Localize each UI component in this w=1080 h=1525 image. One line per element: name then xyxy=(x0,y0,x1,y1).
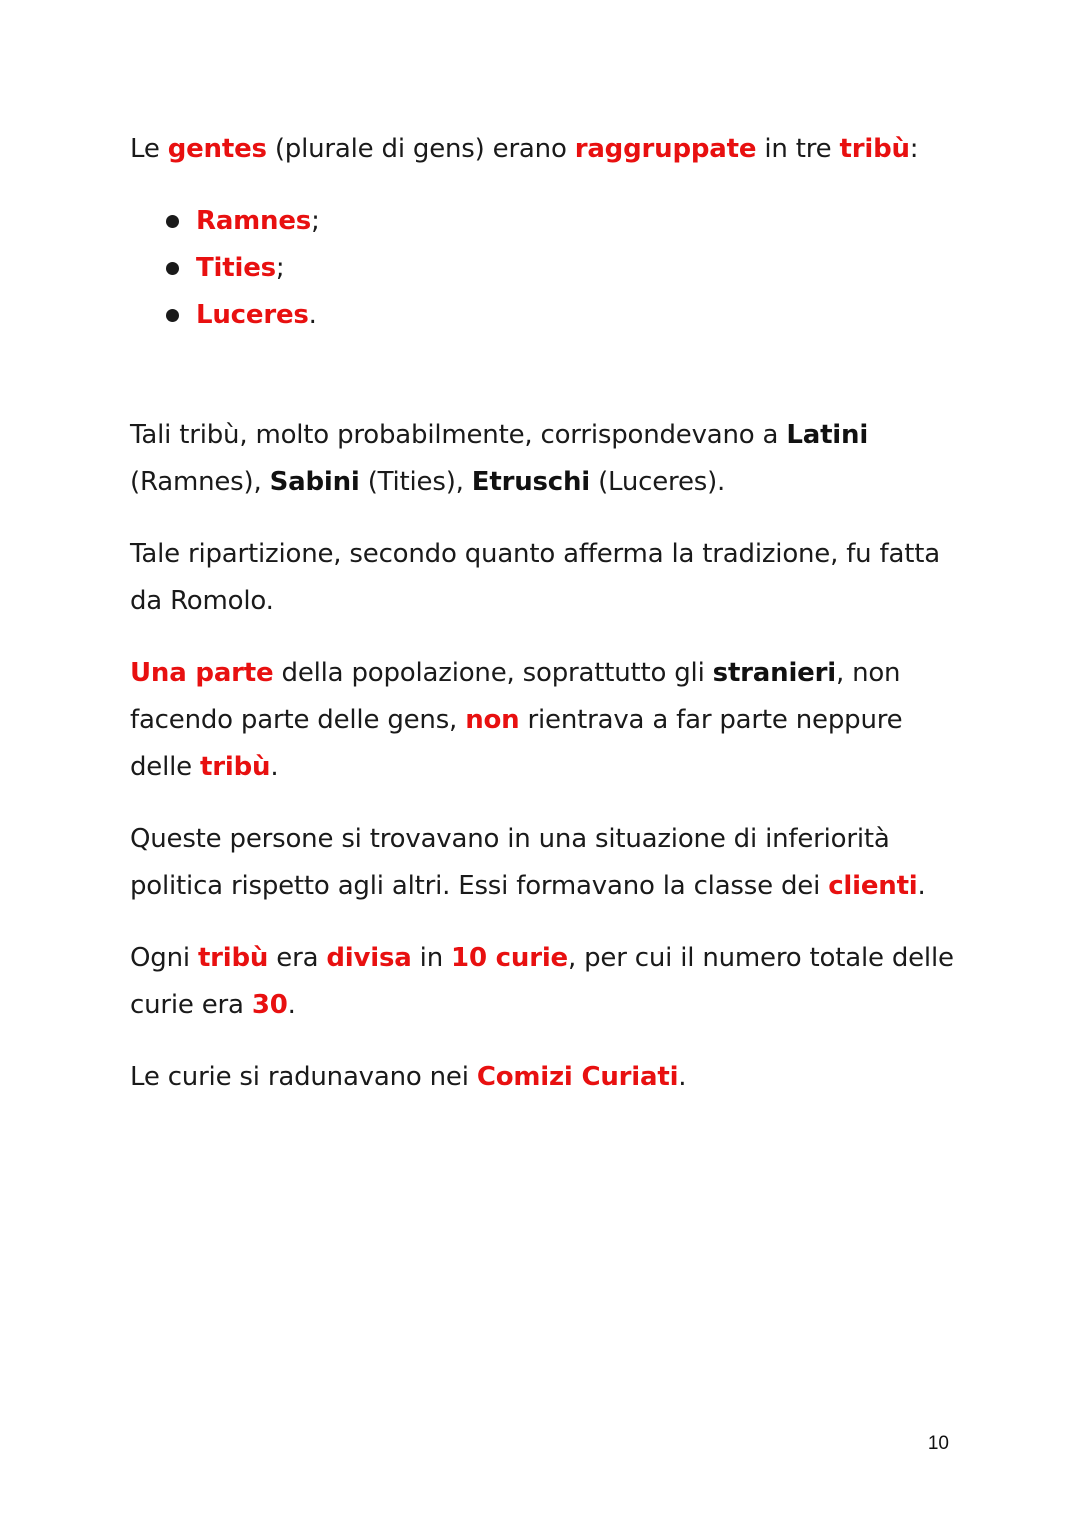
keyword-comizi-curiati: Comizi Curiati xyxy=(476,1062,679,1092)
paragraph-stranieri xyxy=(130,650,960,791)
keyword-una-parte: Una parte xyxy=(130,658,274,688)
keyword-tribu: tribù xyxy=(197,943,269,973)
text-run: , non facendo parte delle gens, xyxy=(130,658,901,735)
keyword-sabini: Sabini xyxy=(269,467,360,497)
text-run: , per cui il numero totale delle curie era xyxy=(130,943,954,1020)
keyword-non: non xyxy=(465,705,520,735)
keyword-raggruppate: raggruppate xyxy=(574,134,757,164)
list-item xyxy=(166,245,960,292)
text-run: (Ramnes), xyxy=(130,467,270,497)
keyword-etruschi: Etruschi xyxy=(471,467,591,497)
tribe-name: Ramnes xyxy=(196,206,312,236)
text-run: in xyxy=(411,943,452,973)
list-item xyxy=(166,292,960,339)
keyword-latini: Latini xyxy=(786,420,869,450)
keyword-gentes: gentes xyxy=(167,134,267,164)
keyword-divisa: divisa xyxy=(326,943,412,973)
keyword-10-curie: 10 curie xyxy=(451,943,568,973)
text-run: . xyxy=(287,990,296,1020)
text-run: in tre xyxy=(756,134,840,164)
text-run: ; xyxy=(311,206,320,236)
list-item xyxy=(166,198,960,245)
tribe-name: Luceres xyxy=(196,300,309,330)
text-run: . xyxy=(308,300,317,330)
page-number: 10 xyxy=(927,1433,949,1454)
paragraph-romolo xyxy=(130,531,960,625)
page-content xyxy=(130,126,960,1126)
paragraph-clienti xyxy=(130,816,960,910)
keyword-tribu: tribù xyxy=(839,134,910,164)
tribe-name: Tities xyxy=(196,253,276,283)
text-run: (plurale di gens) erano xyxy=(266,134,575,164)
paragraph-curie xyxy=(130,935,960,1029)
text-run: Ogni xyxy=(130,943,198,973)
paragraph-comizi xyxy=(130,1054,960,1101)
text-run: (Tities), xyxy=(359,467,472,497)
keyword-30: 30 xyxy=(251,990,288,1020)
text-run: (Luceres). xyxy=(590,467,726,497)
text-run: Tale ripartizione, secondo quanto afferma la tradizione, fu fatta da Romolo. xyxy=(130,539,940,616)
text-run: . xyxy=(270,752,279,782)
text-run: Le curie si radunavano nei xyxy=(130,1062,477,1092)
bullet-icon xyxy=(166,262,179,275)
text-run: della popolazione, soprattutto gli xyxy=(273,658,713,688)
keyword-clienti: clienti xyxy=(828,871,918,901)
text-run: rientrava a far parte neppure delle xyxy=(130,705,903,782)
text-run: Queste persone si trovavano in una situazione di inferiorità politica rispetto agli altri. Essi formavano la classe dei xyxy=(130,824,890,901)
paragraph-tribes-origin xyxy=(130,412,960,506)
keyword-tribu: tribù xyxy=(200,752,271,782)
text-run: : xyxy=(909,134,919,164)
text-run: . xyxy=(678,1062,687,1092)
keyword-stranieri: stranieri xyxy=(712,658,836,688)
tribes-list xyxy=(130,198,960,339)
text-run: ; xyxy=(275,253,285,283)
text-run: era xyxy=(268,943,327,973)
bullet-icon xyxy=(166,215,179,228)
text-run: Le xyxy=(130,134,168,164)
bullet-icon xyxy=(166,309,179,322)
intro-paragraph xyxy=(130,126,960,173)
text-run: Tali tribù, molto probabilmente, corrispondevano a xyxy=(130,420,787,450)
text-run: . xyxy=(917,871,926,901)
